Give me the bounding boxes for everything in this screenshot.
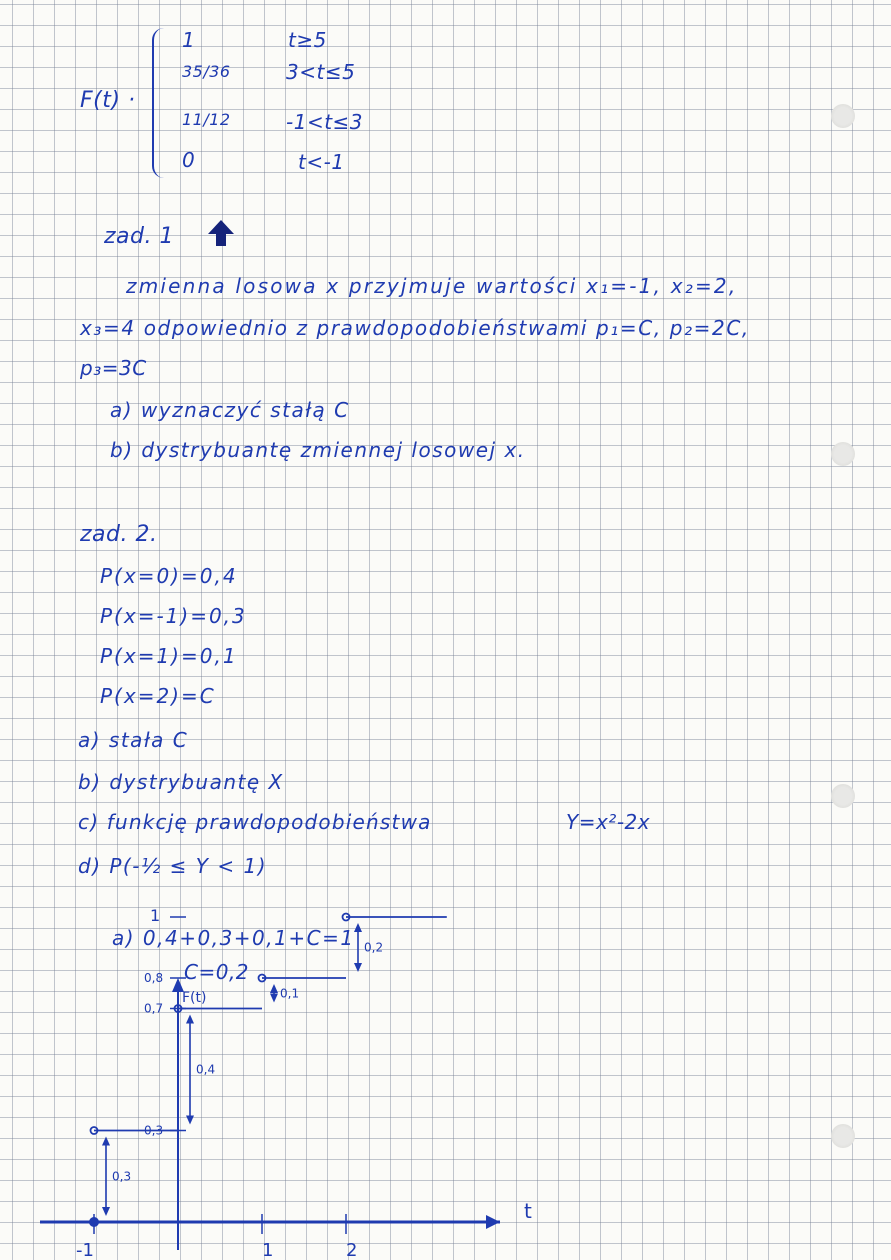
zad2-c: c) funkcję prawdopodobieństwa [78,810,432,834]
jump-arrow-head-down [186,1116,194,1125]
zad2-title: zad. 2. [80,522,158,547]
y-tick-label: 1 [150,906,161,925]
zad2-a: a) stała C [78,728,189,752]
y-tick-label: 0,7 [144,1001,164,1016]
jump-arrow-head-down [270,994,278,1003]
cdf-value-4: 0 [182,148,196,172]
zad2-solution-c: C=0,2 [184,960,250,984]
x-axis-label: t [524,1199,532,1223]
zad2-prob-2: P(x=-1)=0,3 [100,604,247,628]
zad2-prob-3: P(x=1)=0,1 [100,644,238,668]
y-tick-label: 0,3 [144,1123,164,1138]
zad1-line3: p₃=3C [80,356,147,380]
jump-label: 0,1 [280,986,300,1001]
cdf-cond-1: t≥5 [288,28,327,52]
zad1-title: zad. 1 [104,224,174,249]
jump-arrow-head-up [270,984,278,993]
zad1-b: b) dystrybuantę zmiennej losowej x. [110,438,526,462]
x-tick-label: -1 [76,1240,94,1260]
x-axis-arrow [486,1215,500,1229]
x-tick-label: 1 [262,1240,274,1260]
zad2-prob-4: P(x=2)=C [100,684,216,708]
y-axis-label: F(t) [182,990,207,1006]
jump-label: 0,3 [112,1169,132,1184]
cdf-cond-2: 3<t≤5 [286,60,356,84]
jump-arrow-head-down [102,1207,110,1216]
cdf-cond-3: -1<t≤3 [286,110,364,134]
zad1-line1: zmienna losowa x przyjmuje wartości x₁=-1, x₂=2, [126,274,738,298]
cdf-value-3: 11/12 [182,110,231,129]
jump-label: 0,2 [364,940,384,955]
jump-arrow-head-up [354,923,362,932]
jump-label: 0,4 [196,1062,216,1077]
origin-point [89,1217,99,1227]
jump-arrow-head-up [102,1137,110,1146]
zad2-prob-1: P(x=0)=0,4 [100,564,238,588]
cdf-cond-4: t<-1 [298,150,345,174]
y-tick-label: 0,8 [144,971,164,985]
zad2-solution-a: a) 0,4+0,3+0,1+C=1 [112,926,355,950]
cdf-value-1: 1 [182,28,196,52]
cdf-label: F(t) · [80,88,136,113]
zad2-b: b) dystrybuantę X [78,770,284,794]
jump-arrow-head-up [186,1015,194,1024]
zad1-line2: x₃=4 odpowiednio z prawdopodobieństwami p₁=C, p₂=2C, [80,316,750,340]
zad2-d: d) P(-½ ≤ Y < 1) [78,854,268,878]
jump-arrow-head-down [354,963,362,972]
cdf-value-2: 35/36 [182,62,231,81]
zad2-c-expr: Y=x²-2x [566,810,651,834]
x-tick-label: 2 [346,1240,358,1260]
zad1-a: a) wyznaczyć stałą C [110,398,350,422]
